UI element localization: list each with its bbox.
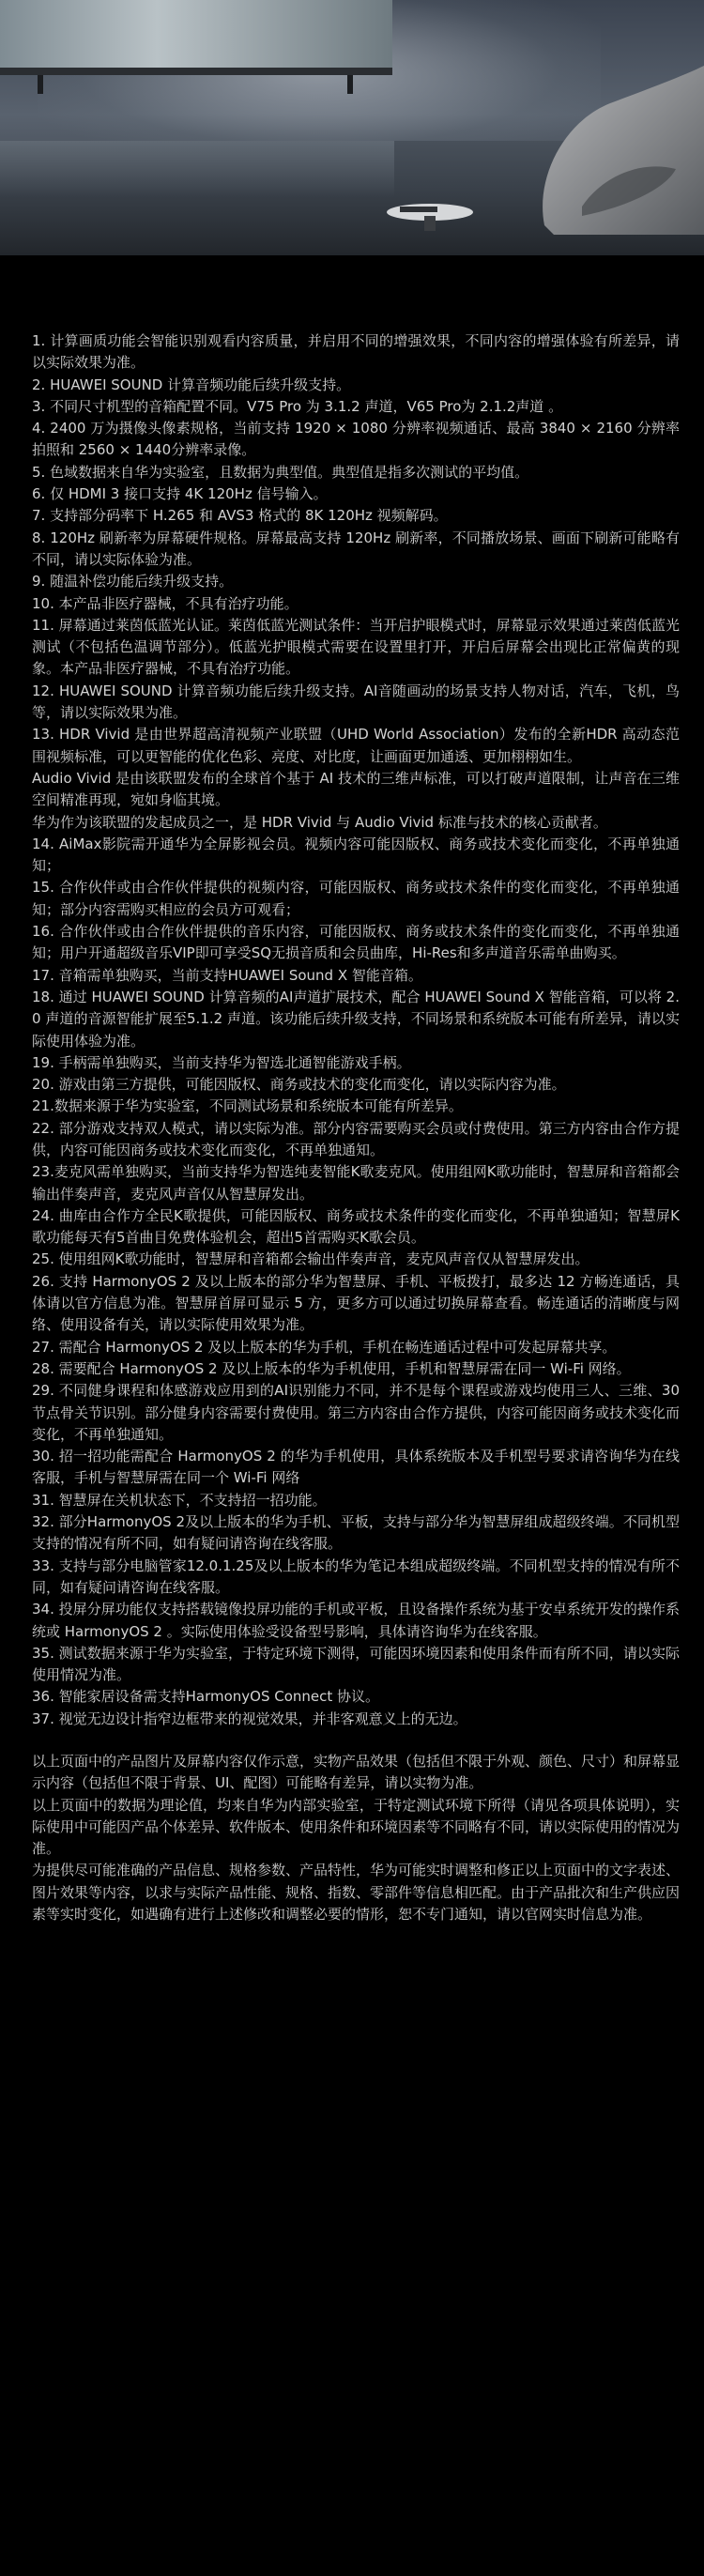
footnote: 20. 游戏由第三方提供，可能因版权、商务或技术的变化而变化，请以实际内容为准。 [32, 1076, 566, 1094]
footnote: 21.数据来源于华为实验室，不同测试场景和系统版本可能有所差异。 [32, 1097, 463, 1115]
footnote: 34. 投屏分屏功能仅支持搭载镜像投屏功能的手机或平板，且设备操作系统为基于安卓系统开发的操作系统或 HarmonyOS 2 。实际使用体验受设备型号影响，具体请咨询华为在线客服。 [32, 1601, 680, 1640]
footnote: 37. 视觉无边设计指窄边框带来的视觉效果，并非客观意义上的无边。 [32, 1710, 467, 1727]
tv-foot-right [347, 75, 353, 94]
footnote: 18. 通过 HUAWEI SOUND 计算音频的AI声道扩展技术，配合 HUAWEI Sound X 智能音箱，可以将 2.0 声道的音源智能扩展至5.1.2 声道。该功能后续升级支持，不同场景和系统版本可能有所差异，请以实际使用体验为准。 [32, 988, 680, 1050]
footnote: 25. 使用组网K歌功能时，智慧屏和音箱都会输出伴奏声音，麦克风声音仅从智慧屏发出。 [32, 1250, 589, 1268]
footnote: 36. 智能家居设备需支持HarmonyOS Connect 协议。 [32, 1688, 380, 1706]
footnotes [32, 330, 680, 1925]
footnote: 7. 支持部分码率下 H.265 和 AVS3 格式的 8K 120Hz 视频解码。 [32, 507, 448, 525]
footnote: 22. 部分游戏支持双人模式，请以实际为准。部分内容需要购买会员或付费使用。第三方内容由合作方提供，内容可能因商务或技术变化而变化，不再单独通知。 [32, 1119, 680, 1158]
footnote: 12. HUAWEI SOUND 计算音频功能后续升级支持。AI音随画动的场景支持人物对话，汽车，飞机，鸟等，请以实际效果为准。 [32, 682, 680, 722]
footnote: 16. 合作伙伴或由合作伙伴提供的音乐内容，可能因版权、商务或技术条件的变化而变化，不再单独通知；用户开通超级音乐VIP即可享受SQ无损音质和会员曲库，Hi-Res和多声道音乐需单曲购买。 [32, 923, 680, 962]
footnote: 32. 部分HarmonyOS 2及以上版本的华为手机、平板，支持与部分华为智慧屏组成超级终端。不同机型支持的情况有所不同，如有疑问请咨询在线客服。 [32, 1513, 680, 1553]
hero-image [0, 0, 704, 255]
footnote: 3. 不同尺寸机型的音箱配置不同。V75 Pro 为 3.1.2 声道，V65 Pro为 2.1.2声道 。 [32, 397, 563, 415]
footnote: 13. HDR Vivid 是由世界超高清视频产业联盟（UHD World Association）发布的全新HDR 高动态范围视频标准，可以更智能的优化色彩、亮度、对比度，让画面更加通透、更加栩栩如生。 [32, 726, 680, 765]
footnote: 19. 手柄需单独购买，当前支持华为智选北通智能游戏手柄。 [32, 1053, 411, 1071]
footnote: 26. 支持 HarmonyOS 2 及以上版本的部分华为智慧屏、手机、平板拨打，最多达 12 方畅连通话，具体请以官方信息为准。智慧屏首屏可显示 5 方，更多方可以通过切换屏幕查看。畅连通话的清晰度与网络、使用设备有关，请以实际使用效果为准。 [32, 1272, 680, 1334]
footnote: Audio Vivid 是由该联盟发布的全球首个基于 AI 技术的三维声标准，可以打破声道限制，让声音在三维空间精准再现，宛如身临其境。 [32, 769, 680, 809]
footnote: 华为作为该联盟的发起成员之一，是 HDR Vivid 与 Audio Vivid 标准与技术的核心贡献者。 [32, 813, 607, 831]
footnote: 35. 测试数据来源于华为实验室，于特定环境下测得，可能因环境因素和使用条件而有所不同，请以实际使用情况为准。 [32, 1644, 680, 1684]
disclaimer: 以上页面中的数据为理论值，均来自华为内部实验室，于特定测试环境下所得（请见各项具体说明），实际使用中可能因产品个体差异、软件版本、使用条件和环境因素等不同略有不同，请以实际使用的情况为准。 [32, 1796, 681, 1858]
footnote: 8. 120Hz 刷新率为屏幕硬件规格。屏幕最高支持 120Hz 刷新率，不同播放场景、画面下刷新可能略有不同，请以实际体验为准。 [32, 529, 680, 568]
lounge-chair [526, 66, 704, 235]
tv-stand [0, 68, 392, 75]
tv-screen [0, 0, 392, 71]
footnote: 6. 仅 HDMI 3 接口支持 4K 120Hz 信号输入。 [32, 485, 328, 503]
disclaimer: 以上页面中的产品图片及屏幕内容仅作示意，实物产品效果（包括但不限于外观、颜色、尺寸）和屏幕显示内容（包括但不限于背景、UI、配图）可能略有差异，请以实物为准。 [32, 1753, 681, 1792]
footnote: 2. HUAWEI SOUND 计算音频功能后续升级支持。 [32, 376, 351, 393]
footnote: 27. 需配合 HarmonyOS 2 及以上版本的华为手机，手机在畅连通话过程中可发起屏幕共享。 [32, 1338, 617, 1356]
footnote: 30. 招一招功能需配合 HarmonyOS 2 的华为手机使用，具体系统版本及手机型号要求请咨询华为在线客服，手机与智慧屏需在同一个 Wi-Fi 网络 [32, 1448, 680, 1487]
footnote: 31. 智慧屏在关机状态下，不支持招一招功能。 [32, 1491, 327, 1509]
footnote: 9. 随温补偿功能后续升级支持。 [32, 573, 234, 590]
footnote: 5. 色域数据来自华为实验室，且数据为典型值。典型值是指多次测试的平均值。 [32, 463, 529, 481]
footnote: 4. 2400 万为摄像头像素规格，当前支持 1920 × 1080 分辨率视频通话、最高 3840 × 2160 分辨率拍照和 2560 × 1440分辨率录像。 [32, 420, 680, 459]
footnote: 24. 曲库由合作方全民K歌提供，可能因版权、商务或技术条件的变化而变化，不再单独通知；智慧屏K歌功能每天有5首曲目免费体验机会，超出5首需购买K歌会员。 [32, 1206, 680, 1247]
footnote: 11. 屏幕通过莱茵低蓝光认证。莱茵低蓝光测试条件：当开启护眼模式时，屏幕显示效果通过莱茵低蓝光测试（不包括色温调节部分）。低蓝光护眼模式需要在设置里打开，开启后屏幕会出现比正常偏黄的现象。本产品非医疗器械，不具有治疗功能。 [32, 616, 680, 678]
footnote: 28. 需要配合 HarmonyOS 2 及以上版本的华为手机使用，手机和智慧屏需在同一 Wi-Fi 网络。 [32, 1359, 631, 1377]
footnote: 23.麦克风需单独购买，当前支持华为智选纯麦智能K歌麦克风。使用组网K歌功能时，智慧屏和音箱都会输出伴奏声音，麦克风声音仅从智慧屏发出。 [32, 1163, 680, 1203]
floor-reflection [0, 141, 394, 197]
footnote: 15. 合作伙伴或由合作伙伴提供的视频内容，可能因版权、商务或技术条件的变化而变化，不再单独通知；部分内容需购买相应的会员方可观看； [32, 879, 680, 918]
footnote: 29. 不同健身课程和体感游戏应用到的AI识别能力不同，并不是每个课程或游戏均使用三人、三维、30节点骨关节识别。部分健身内容需要付费使用。第三方内容由合作方提供，内容可能因商务或技术变化而变化，不再单独通知。 [32, 1382, 681, 1443]
footnote: 14. AiMax影院需开通华为全屏影视会员。视频内容可能因版权、商务或技术变化而变化，不再单独通知； [32, 835, 680, 875]
section-gap [32, 1730, 680, 1751]
footnote: 10. 本产品非医疗器械，不具有治疗功能。 [32, 594, 298, 612]
footnote: 17. 音箱需单独购买，当前支持HUAWEI Sound X 智能音箱。 [32, 966, 422, 984]
disclaimer: 为提供尽可能准确的产品信息、规格参数、产品特性，华为可能实时调整和修正以上页面中的文字表述、图片效果等内容，以求与实际产品性能、规格、指数、零部件等信息相匹配。由于产品批次和生产供应因素等实时变化，如遇确有进行上述修改和调整必要的情形，恕不专门通知，请以官网实时信息为准。 [32, 1862, 681, 1924]
footnote: 33. 支持与部分电脑管家12.0.1.25及以上版本的华为笔记本组成超级终端。不同机型支持的情况有所不同，如有疑问请咨询在线客服。 [32, 1556, 680, 1596]
footnote: 1. 计算画质功能会智能识别观看内容质量，并启用不同的增强效果，不同内容的增强体验有所差异，请以实际效果为准。 [32, 332, 680, 372]
coffee-table [383, 199, 477, 233]
tv-foot-left [38, 75, 43, 94]
